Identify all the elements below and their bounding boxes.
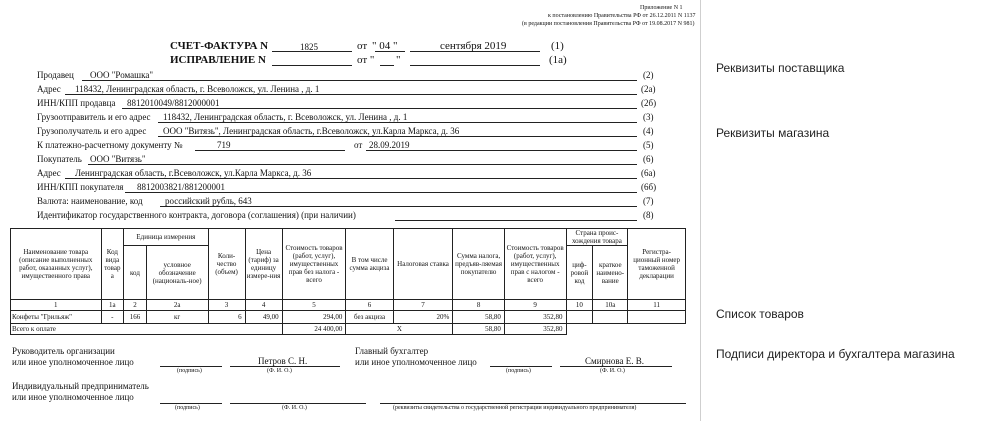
code-8: (8) bbox=[643, 210, 654, 220]
accountant-title-line1: Главный бухгалтер bbox=[355, 346, 429, 356]
code-3: (3) bbox=[643, 112, 654, 122]
seller-address-value: 118432, Ленинградская область, г. Всеволожск, ул. Ленина , д. 1 bbox=[75, 84, 320, 94]
consignee-label: Грузополучатель и его адрес bbox=[37, 126, 147, 136]
col-header-unit-group: Единица измерения bbox=[124, 229, 208, 246]
item-price: 49,00 bbox=[245, 311, 282, 324]
side-note-goods: Список товаров bbox=[716, 307, 804, 321]
currency-value: российский рубль, 643 bbox=[165, 196, 252, 206]
consignee-value: ООО "Витязь", Ленинградская область, г.Всеволожск, ул.Карла Маркса, д. 36 bbox=[163, 126, 460, 136]
col-header-excise: В том числе сумма акциза bbox=[346, 229, 393, 300]
seller-inn-value: 8812010049/8812000001 bbox=[127, 98, 220, 108]
item-tax-rate: 20% bbox=[393, 311, 453, 324]
director-fio-caption: (Ф. И. О.) bbox=[267, 368, 292, 374]
correction-quote: " bbox=[396, 54, 401, 66]
col-header-qty: Коли-чество (объем) bbox=[208, 229, 245, 300]
shipper-label: Грузоотправитель и его адрес bbox=[37, 112, 151, 122]
side-note-store: Реквизиты магазина bbox=[716, 126, 830, 140]
correction-title: ИСПРАВЛЕНИЕ N bbox=[170, 54, 266, 66]
seller-value: ООО "Ромашка" bbox=[90, 70, 153, 80]
total-label: Всего к оплате bbox=[11, 324, 283, 335]
payment-doc-label: К платежно-расчетному документу № bbox=[37, 140, 183, 150]
code-6: (6) bbox=[643, 154, 654, 164]
col-number: 6 bbox=[346, 300, 393, 311]
col-header-cost-no-tax: Стоимость товаров (работ, услуг), имущественных прав без налога - всего bbox=[282, 229, 346, 300]
ip-title-line2: или иное уполномоченное лицо bbox=[12, 392, 134, 402]
item-unit-code: 166 bbox=[124, 311, 147, 324]
director-sign-caption: (подпись) bbox=[177, 368, 202, 374]
item-name: Конфеты "Грильяж" bbox=[11, 311, 102, 324]
item-cost-no-tax: 294,00 bbox=[282, 311, 346, 324]
item-kind-code: - bbox=[101, 311, 124, 324]
col-header-unit-code: код bbox=[124, 246, 147, 300]
code-6b: (6б) bbox=[641, 182, 657, 192]
total-x-mark: X bbox=[346, 324, 453, 335]
col-header-tax-rate: Налоговая ставка bbox=[393, 229, 453, 300]
col-number: 2 bbox=[124, 300, 147, 311]
item-tax-sum: 58,80 bbox=[453, 311, 504, 324]
code-1: (1) bbox=[551, 40, 564, 52]
seller-inn-label: ИНН/КПП продавца bbox=[37, 98, 116, 108]
code-2b: (2б) bbox=[641, 98, 657, 108]
side-note-signatures: Подписи директора и бухгалтера магазина bbox=[716, 347, 955, 361]
ip-sign-caption: (подпись) bbox=[175, 405, 200, 411]
appendix-line-3: (в редакции постановления Правительства РФ от 19.08.2017 N 981) bbox=[522, 21, 695, 27]
col-header-country-name: краткое наимено-вание bbox=[593, 246, 628, 300]
currency-label: Валюта: наименование, код bbox=[37, 196, 143, 206]
col-header-cost-with-tax: Стоимость товаров (работ, услуг), имущественных прав с налогом - всего bbox=[504, 229, 566, 300]
total-cost-with-tax: 352,80 bbox=[504, 324, 566, 335]
buyer-inn-label: ИНН/КПП покупателя bbox=[37, 182, 124, 192]
invoice-title: СЧЕТ-ФАКТУРА N bbox=[170, 40, 269, 52]
col-header-tax-sum: Сумма налога, предъяв-ляемая покупателю bbox=[453, 229, 504, 300]
col-header-price: Цена (тариф) за единицу измере-ния bbox=[245, 229, 282, 300]
accountant-title-line2: или иное уполномоченное лицо bbox=[355, 357, 477, 367]
col-number: 11 bbox=[628, 300, 686, 311]
invoice-month-year: сентября 2019 bbox=[440, 40, 507, 52]
ip-title-line1: Индивидуальный предприниматель bbox=[12, 381, 149, 391]
shipper-value: 118432, Ленинградская область, г. Всеволожск, ул. Ленина , д. 1 bbox=[163, 112, 408, 122]
buyer-value: ООО "Витязь" bbox=[90, 154, 146, 164]
payment-doc-from-label: от bbox=[354, 140, 363, 150]
code-2: (2) bbox=[643, 70, 654, 80]
col-number: 10а bbox=[593, 300, 628, 311]
item-unit-name: кг bbox=[146, 311, 208, 324]
invoice-number: 1825 bbox=[300, 42, 318, 52]
buyer-label: Покупатель bbox=[37, 154, 82, 164]
director-name: Петров С. Н. bbox=[258, 356, 308, 366]
payment-doc-date: 28.09.2019 bbox=[369, 140, 410, 150]
total-cost-no-tax: 24 400,00 bbox=[282, 324, 346, 335]
col-number: 8 bbox=[453, 300, 504, 311]
col-number: 1а bbox=[101, 300, 124, 311]
total-row bbox=[11, 324, 686, 335]
col-number: 4 bbox=[245, 300, 282, 311]
buyer-address-value: Ленинградская область, г.Всеволожск, ул.Карла Маркса, д. 36 bbox=[75, 168, 312, 178]
col-header-name: Наименование товара (описание выполненных работ, оказанных услуг), имущественного права bbox=[11, 229, 102, 300]
code-1a: (1а) bbox=[549, 54, 567, 66]
col-header-kind-code: Код вида товар а bbox=[101, 229, 124, 300]
code-7: (7) bbox=[643, 196, 654, 206]
col-number: 10 bbox=[566, 300, 593, 311]
accountant-sign-caption: (подпись) bbox=[506, 368, 531, 374]
side-note-supplier: Реквизиты поставщика bbox=[716, 61, 845, 75]
code-6a: (6а) bbox=[641, 168, 656, 178]
ip-registration-caption: (реквизиты свидетельства о государственной регистрации индивидуального предпринимателя) bbox=[393, 405, 637, 411]
accountant-name: Смирнова Е. В. bbox=[585, 356, 644, 366]
invoice-day: " 04 " bbox=[372, 40, 398, 52]
appendix-line-1: Приложение N 1 bbox=[640, 5, 683, 11]
invoice-from-label: от bbox=[357, 40, 368, 52]
total-tax-sum: 58,80 bbox=[453, 324, 504, 335]
col-header-unit-name: условное обозначение (националь-ное) bbox=[146, 246, 208, 300]
accountant-fio-caption: (Ф. И. О.) bbox=[600, 368, 625, 374]
code-5: (5) bbox=[643, 140, 654, 150]
col-header-country-group: Страна проис-хождения товара bbox=[566, 229, 628, 246]
item-cost-with-tax: 352,80 bbox=[504, 311, 566, 324]
col-header-customs: Регистра-ционный номер таможенной декларации bbox=[628, 229, 686, 300]
col-header-country-code: циф-ровой код bbox=[566, 246, 593, 300]
payment-doc-number: 719 bbox=[217, 140, 231, 150]
goods-table bbox=[10, 228, 686, 335]
col-number: 9 bbox=[504, 300, 566, 311]
buyer-inn-value: 8812003821/881200001 bbox=[137, 182, 226, 192]
seller-label: Продавец bbox=[37, 70, 74, 80]
code-4: (4) bbox=[643, 126, 654, 136]
col-number: 1 bbox=[11, 300, 102, 311]
col-number: 2а bbox=[146, 300, 208, 311]
code-2a: (2а) bbox=[641, 84, 656, 94]
buyer-address-label: Адрес bbox=[37, 168, 61, 178]
ip-fio-caption: (Ф. И. О.) bbox=[282, 405, 307, 411]
contract-id-label: Идентификатор государственного контракта, договора (соглашения) (при наличии) bbox=[37, 210, 356, 220]
correction-from-label: от " bbox=[357, 54, 375, 66]
col-number: 7 bbox=[393, 300, 453, 311]
appendix-line-2: к постановлению Правительства РФ от 26.12.2011 N 1137 bbox=[548, 13, 696, 19]
col-number: 3 bbox=[208, 300, 245, 311]
col-number: 5 bbox=[282, 300, 346, 311]
item-excise: без акциза bbox=[346, 311, 393, 324]
seller-address-label: Адрес bbox=[37, 84, 61, 94]
item-qty: 6 bbox=[208, 311, 245, 324]
director-title-line1: Руководитель организации bbox=[12, 346, 115, 356]
director-title-line2: или иное уполномоченное лицо bbox=[12, 357, 134, 367]
table-row bbox=[11, 311, 686, 324]
